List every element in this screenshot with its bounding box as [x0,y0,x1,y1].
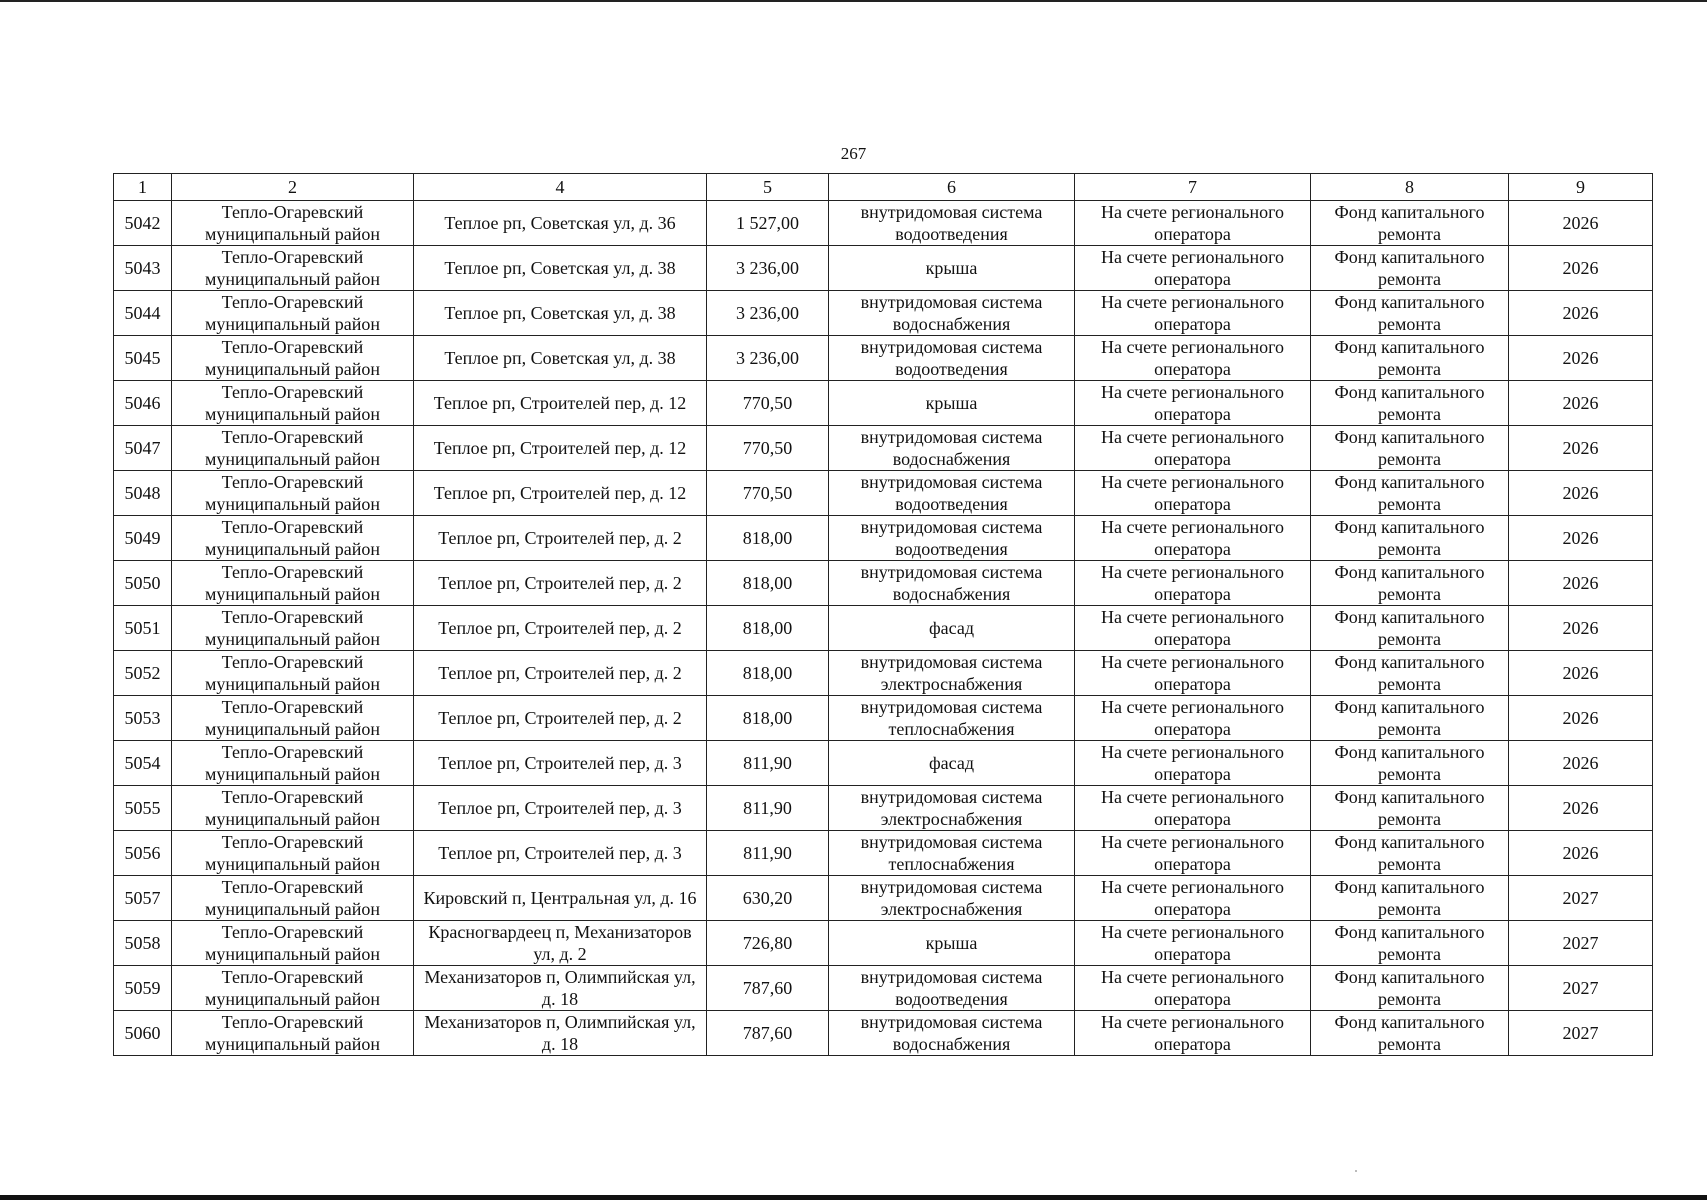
table-row [114,471,1653,516]
address-cell: Теплое рп, Советская ул, д. 36 [414,201,707,246]
year-cell: 2027 [1509,921,1653,966]
address-cell: Теплое рп, Строителей пер, д. 3 [414,831,707,876]
structural-element-cell: внутридомовая система водоотведения [829,516,1075,561]
row-number-cell: 5059 [114,966,172,1011]
structural-element-cell: внутридомовая система электроснабжения [829,786,1075,831]
table-row [114,651,1653,696]
structural-element-cell: внутридомовая система водоотведения [829,966,1075,1011]
account-cell: На счете регионального оператора [1075,831,1311,876]
area-value-cell: 770,50 [707,381,829,426]
municipal-area-cell: Тепло-Огаревский муниципальный район [172,291,414,336]
address-cell: Красногвардеец п, Механизаторов ул, д. 2 [414,921,707,966]
row-number-cell: 5048 [114,471,172,516]
area-value-cell: 811,90 [707,831,829,876]
year-cell: 2026 [1509,246,1653,291]
address-cell: Механизаторов п, Олимпийская ул, д. 18 [414,966,707,1011]
row-number-cell: 5043 [114,246,172,291]
table-row [114,516,1653,561]
year-cell: 2026 [1509,606,1653,651]
row-number-cell: 5044 [114,291,172,336]
municipal-area-cell: Тепло-Огаревский муниципальный район [172,561,414,606]
area-value-cell: 787,60 [707,966,829,1011]
municipal-area-cell: Тепло-Огаревский муниципальный район [172,741,414,786]
table-row [114,201,1653,246]
row-number-cell: 5045 [114,336,172,381]
area-value-cell: 630,20 [707,876,829,921]
column-header: 9 [1509,174,1653,201]
year-cell: 2026 [1509,291,1653,336]
structural-element-cell: крыша [829,381,1075,426]
table-row [114,336,1653,381]
funding-source-cell: Фонд капитального ремонта [1311,651,1509,696]
page-top-edge [0,0,1707,2]
table-row [114,381,1653,426]
row-number-cell: 5057 [114,876,172,921]
column-header: 2 [172,174,414,201]
table-row [114,1011,1653,1056]
funding-source-cell: Фонд капитального ремонта [1311,516,1509,561]
municipal-area-cell: Тепло-Огаревский муниципальный район [172,516,414,561]
funding-source-cell: Фонд капитального ремонта [1311,381,1509,426]
address-cell: Теплое рп, Советская ул, д. 38 [414,246,707,291]
year-cell: 2026 [1509,471,1653,516]
area-value-cell: 811,90 [707,741,829,786]
municipal-area-cell: Тепло-Огаревский муниципальный район [172,966,414,1011]
funding-source-cell: Фонд капитального ремонта [1311,201,1509,246]
area-value-cell: 818,00 [707,651,829,696]
column-header: 5 [707,174,829,201]
funding-source-cell: Фонд капитального ремонта [1311,921,1509,966]
municipal-area-cell: Тепло-Огаревский муниципальный район [172,381,414,426]
area-value-cell: 726,80 [707,921,829,966]
funding-source-cell: Фонд капитального ремонта [1311,786,1509,831]
account-cell: На счете регионального оператора [1075,426,1311,471]
area-value-cell: 811,90 [707,786,829,831]
address-cell: Теплое рп, Строителей пер, д. 12 [414,426,707,471]
address-cell: Теплое рп, Строителей пер, д. 3 [414,741,707,786]
address-cell: Механизаторов п, Олимпийская ул, д. 18 [414,1011,707,1056]
funding-source-cell: Фонд капитального ремонта [1311,606,1509,651]
municipal-area-cell: Тепло-Огаревский муниципальный район [172,336,414,381]
capital-repair-table [113,173,1653,1056]
structural-element-cell: фасад [829,606,1075,651]
area-value-cell: 787,60 [707,1011,829,1056]
area-value-cell: 3 236,00 [707,336,829,381]
year-cell: 2026 [1509,561,1653,606]
address-cell: Теплое рп, Советская ул, д. 38 [414,291,707,336]
municipal-area-cell: Тепло-Огаревский муниципальный район [172,1011,414,1056]
address-cell: Теплое рп, Строителей пер, д. 2 [414,696,707,741]
account-cell: На счете регионального оператора [1075,876,1311,921]
area-value-cell: 770,50 [707,471,829,516]
area-value-cell: 3 236,00 [707,291,829,336]
address-cell: Теплое рп, Строителей пер, д. 12 [414,381,707,426]
account-cell: На счете регионального оператора [1075,561,1311,606]
account-cell: На счете регионального оператора [1075,921,1311,966]
account-cell: На счете регионального оператора [1075,606,1311,651]
funding-source-cell: Фонд капитального ремонта [1311,1011,1509,1056]
column-header: 6 [829,174,1075,201]
account-cell: На счете регионального оператора [1075,516,1311,561]
year-cell: 2027 [1509,1011,1653,1056]
municipal-area-cell: Тепло-Огаревский муниципальный район [172,471,414,516]
address-cell: Теплое рп, Строителей пер, д. 2 [414,606,707,651]
structural-element-cell: крыша [829,921,1075,966]
page-bottom-edge [0,1195,1707,1200]
table-row [114,426,1653,471]
address-cell: Теплое рп, Строителей пер, д. 2 [414,561,707,606]
row-number-cell: 5050 [114,561,172,606]
account-cell: На счете регионального оператора [1075,291,1311,336]
account-cell: На счете регионального оператора [1075,471,1311,516]
area-value-cell: 770,50 [707,426,829,471]
year-cell: 2026 [1509,696,1653,741]
row-number-cell: 5046 [114,381,172,426]
row-number-cell: 5049 [114,516,172,561]
row-number-cell: 5056 [114,831,172,876]
account-cell: На счете регионального оператора [1075,966,1311,1011]
address-cell: Теплое рп, Строителей пер, д. 3 [414,786,707,831]
structural-element-cell: внутридомовая система водоснабжения [829,561,1075,606]
municipal-area-cell: Тепло-Огаревский муниципальный район [172,651,414,696]
year-cell: 2026 [1509,831,1653,876]
funding-source-cell: Фонд капитального ремонта [1311,741,1509,786]
table-row [114,831,1653,876]
account-cell: На счете регионального оператора [1075,336,1311,381]
row-number-cell: 5060 [114,1011,172,1056]
funding-source-cell: Фонд капитального ремонта [1311,876,1509,921]
year-cell: 2026 [1509,741,1653,786]
address-cell: Кировский п, Центральная ул, д. 16 [414,876,707,921]
address-cell: Теплое рп, Строителей пер, д. 2 [414,516,707,561]
funding-source-cell: Фонд капитального ремонта [1311,426,1509,471]
address-cell: Теплое рп, Строителей пер, д. 2 [414,651,707,696]
row-number-cell: 5053 [114,696,172,741]
area-value-cell: 818,00 [707,606,829,651]
row-number-cell: 5042 [114,201,172,246]
area-value-cell: 3 236,00 [707,246,829,291]
table-row [114,741,1653,786]
funding-source-cell: Фонд капитального ремонта [1311,831,1509,876]
table-row [114,291,1653,336]
page-number: 267 [840,144,867,163]
row-number-cell: 5055 [114,786,172,831]
column-header: 7 [1075,174,1311,201]
column-header: 8 [1311,174,1509,201]
year-cell: 2026 [1509,651,1653,696]
account-cell: На счете регионального оператора [1075,381,1311,426]
municipal-area-cell: Тепло-Огаревский муниципальный район [172,786,414,831]
account-cell: На счете регионального оператора [1075,741,1311,786]
funding-source-cell: Фонд капитального ремонта [1311,471,1509,516]
municipal-area-cell: Тепло-Огаревский муниципальный район [172,426,414,471]
funding-source-cell: Фонд капитального ремонта [1311,336,1509,381]
table-row [114,876,1653,921]
column-header: 1 [114,174,172,201]
year-cell: 2026 [1509,516,1653,561]
municipal-area-cell: Тепло-Огаревский муниципальный район [172,201,414,246]
structural-element-cell: внутридомовая система водоотведения [829,471,1075,516]
column-header: 4 [414,174,707,201]
table-row [114,246,1653,291]
structural-element-cell: крыша [829,246,1075,291]
row-number-cell: 5054 [114,741,172,786]
table-row [114,966,1653,1011]
address-cell: Теплое рп, Строителей пер, д. 12 [414,471,707,516]
table-row [114,786,1653,831]
structural-element-cell: внутридомовая система электроснабжения [829,876,1075,921]
account-cell: На счете регионального оператора [1075,201,1311,246]
municipal-area-cell: Тепло-Огаревский муниципальный район [172,921,414,966]
funding-source-cell: Фонд капитального ремонта [1311,561,1509,606]
structural-element-cell: внутридомовая система теплоснабжения [829,831,1075,876]
year-cell: 2026 [1509,336,1653,381]
structural-element-cell: внутридомовая система водоотведения [829,201,1075,246]
year-cell: 2026 [1509,201,1653,246]
scan-speck [1355,1170,1357,1172]
account-cell: На счете регионального оператора [1075,246,1311,291]
funding-source-cell: Фонд капитального ремонта [1311,966,1509,1011]
structural-element-cell: внутридомовая система водоотведения [829,336,1075,381]
row-number-cell: 5052 [114,651,172,696]
structural-element-cell: внутридомовая система водоснабжения [829,1011,1075,1056]
year-cell: 2026 [1509,381,1653,426]
funding-source-cell: Фонд капитального ремонта [1311,291,1509,336]
municipal-area-cell: Тепло-Огаревский муниципальный район [172,831,414,876]
row-number-cell: 5051 [114,606,172,651]
year-cell: 2026 [1509,426,1653,471]
account-cell: На счете регионального оператора [1075,1011,1311,1056]
year-cell: 2027 [1509,876,1653,921]
account-cell: На счете регионального оператора [1075,651,1311,696]
municipal-area-cell: Тепло-Огаревский муниципальный район [172,696,414,741]
account-cell: На счете регионального оператора [1075,696,1311,741]
funding-source-cell: Фонд капитального ремонта [1311,246,1509,291]
table-row [114,561,1653,606]
account-cell: На счете регионального оператора [1075,786,1311,831]
municipal-area-cell: Тепло-Огаревский муниципальный район [172,246,414,291]
municipal-area-cell: Тепло-Огаревский муниципальный район [172,606,414,651]
area-value-cell: 818,00 [707,561,829,606]
table-row [114,696,1653,741]
structural-element-cell: внутридомовая система водоснабжения [829,291,1075,336]
municipal-area-cell: Тепло-Огаревский муниципальный район [172,876,414,921]
structural-element-cell: внутридомовая система теплоснабжения [829,696,1075,741]
row-number-cell: 5058 [114,921,172,966]
area-value-cell: 818,00 [707,516,829,561]
address-cell: Теплое рп, Советская ул, д. 38 [414,336,707,381]
table-header-row [114,174,1653,201]
year-cell: 2027 [1509,966,1653,1011]
structural-element-cell: внутридомовая система водоснабжения [829,426,1075,471]
table-row [114,606,1653,651]
year-cell: 2026 [1509,786,1653,831]
row-number-cell: 5047 [114,426,172,471]
area-value-cell: 818,00 [707,696,829,741]
funding-source-cell: Фонд капитального ремонта [1311,696,1509,741]
structural-element-cell: внутридомовая система электроснабжения [829,651,1075,696]
structural-element-cell: фасад [829,741,1075,786]
area-value-cell: 1 527,00 [707,201,829,246]
table-row [114,921,1653,966]
